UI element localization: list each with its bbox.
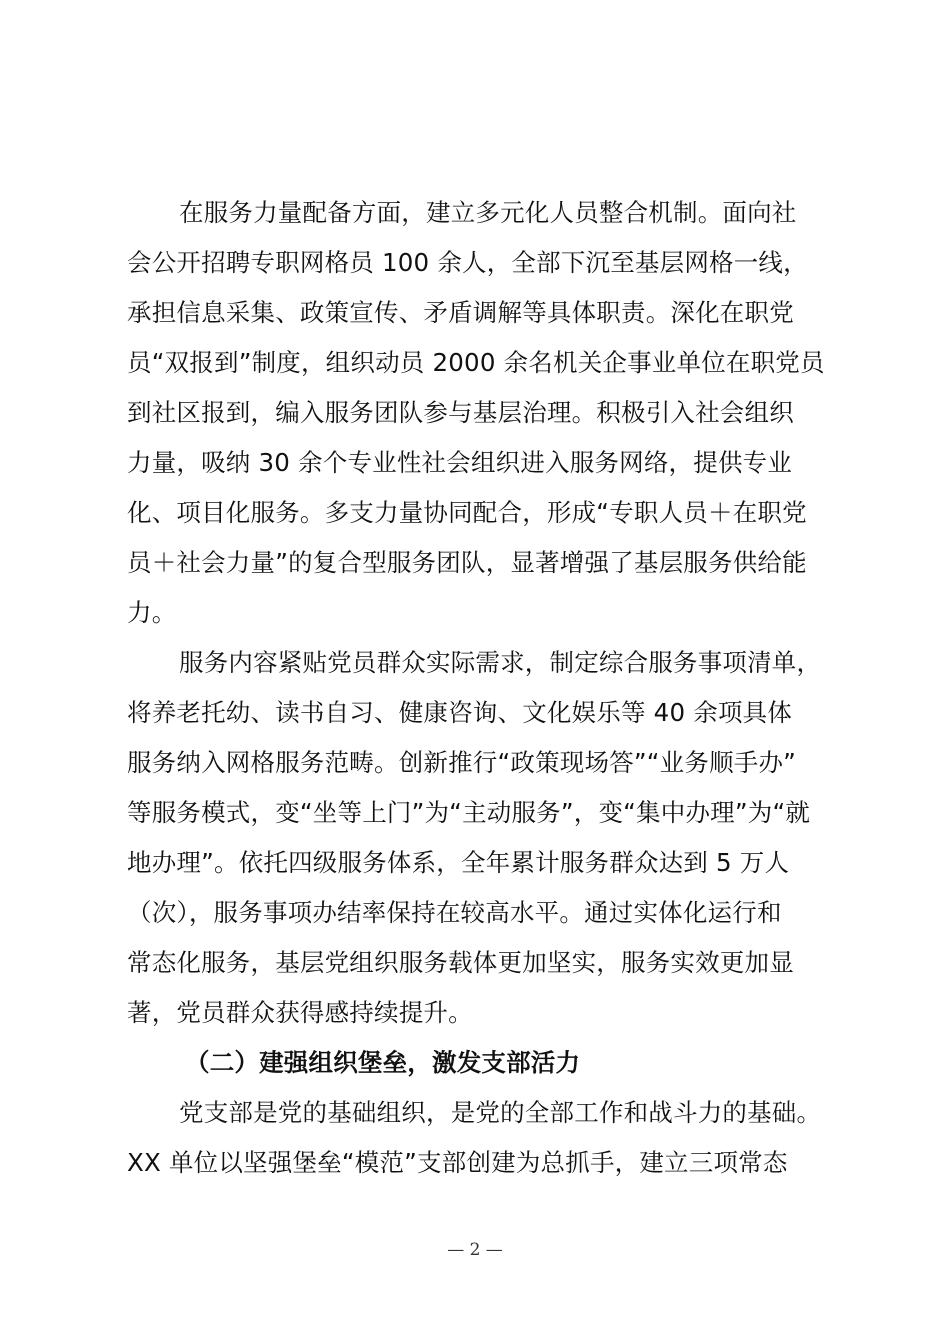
text-line: （次），服务事项办结率保持在较高水平。通过实体化运行和 (127, 898, 782, 927)
section-heading: （二）建强组织堡垒，激发支部活力 (185, 1048, 581, 1077)
page-number: — 2 — (447, 1240, 503, 1260)
paragraph-service-content (127, 638, 827, 1038)
text-line: 地办理”。依托四级服务体系，全年累计服务群众达到 5 万人 (127, 848, 790, 877)
text-line: 力量，吸纳 30 余个专业性社会组织进入服务网络，提供专业 (127, 448, 793, 477)
text-line: 著，党员群众获得感持续提升。 (127, 998, 473, 1027)
text-line: 员“双报到”制度，组织动员 2000 余名机关企事业单位在职党员 (127, 348, 825, 377)
paragraph-party-branch (127, 1088, 827, 1188)
text-line: XX 单位以坚强堡垒“模范”支部创建为总抓手，建立三项常态 (127, 1148, 788, 1177)
text-line: 党支部是党的基础组织，是党的全部工作和战斗力的基础。 (179, 1098, 822, 1127)
paragraph-service-force (127, 188, 827, 638)
text-line: 化、项目化服务。多支力量协同配合，形成“专职人员＋在职党 (127, 498, 807, 527)
text-line: 在服务力量配备方面，建立多元化人员整合机制。面向社 (179, 198, 797, 227)
text-line: 员＋社会力量”的复合型服务团队，显著增强了基层服务供给能 (127, 548, 807, 577)
text-line: 服务纳入网格服务范畴。创新推行“政策现场答”“业务顺手办” (127, 748, 797, 777)
text-line: 承担信息采集、政策宣传、矛盾调解等具体职责。深化在职党 (127, 298, 794, 327)
text-line: 将养老托幼、读书自习、健康咨询、文化娱乐等 40 余项具体 (127, 698, 793, 727)
document-body (127, 188, 827, 1188)
text-line: 到社区报到，编入服务团队参与基层治理。积极引入社会组织 (127, 398, 794, 427)
text-line: 会公开招聘专职网格员 100 余人，全部下沉至基层网格一线， (127, 248, 808, 277)
text-line: 等服务模式，变“坐等上门”为“主动服务”，变“集中办理”为“就 (127, 798, 811, 827)
text-line: 力。 (127, 598, 177, 627)
text-line: 服务内容紧贴党员群众实际需求，制定综合服务事项清单， (179, 648, 822, 677)
text-line: 常态化服务，基层党组织服务载体更加坚实，服务实效更加显 (127, 948, 794, 977)
